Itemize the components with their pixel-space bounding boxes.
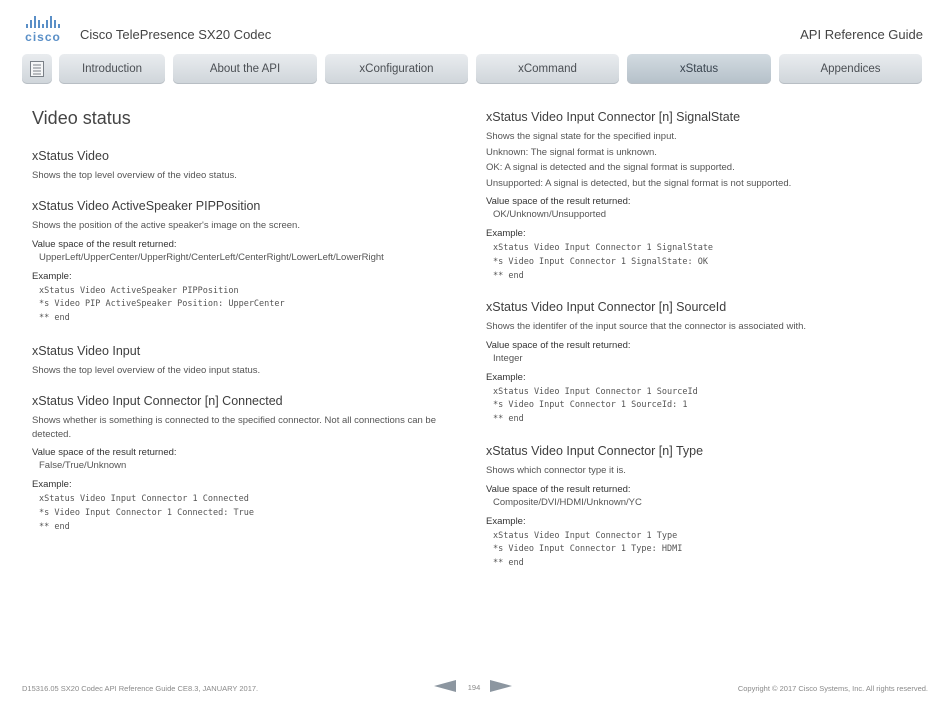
document-list-icon (30, 61, 44, 77)
value-space-value: UpperLeft/UpperCenter/UpperRight/CenterLeft/CenterRight/LowerLeft/LowerRight (39, 251, 384, 263)
example-code: xStatus Video Input Connector 1 Connected *s Video Input Connector 1 Connected: True ** end (39, 494, 254, 532)
section-description: Shows the top level overview of the video status. (32, 170, 237, 181)
section-title: xStatus Video Input Connector [n] SignalState (486, 110, 741, 124)
section-input-connector-signalstate (486, 110, 926, 283)
next-page-arrow-icon[interactable] (490, 680, 512, 692)
section-xstatus-video-input (32, 344, 452, 378)
example-label: Example: (32, 479, 72, 490)
section-title: xStatus Video ActiveSpeaker PIPPosition (32, 199, 261, 213)
value-space-label: Value space of the result returned: (486, 339, 631, 351)
tab-xstatus[interactable]: xStatus (627, 54, 771, 84)
value-space-label: Value space of the result returned: (32, 238, 177, 250)
product-name: Cisco TelePresence SX20 Codec (80, 27, 272, 42)
value-space-label: Value space of the result returned: (32, 447, 177, 458)
page-number: 194 (467, 683, 481, 692)
cisco-logo-bars (22, 16, 64, 28)
footer-document-id: D15316.05 SX20 Codec API Reference Guide CE8.3, JANUARY 2017. (22, 684, 259, 693)
value-space-label: Value space of the result returned: (486, 483, 631, 495)
section-xstatus-video (32, 149, 452, 183)
section-description: Shows the top level overview of the video input status. (32, 365, 261, 376)
cisco-logo (22, 16, 64, 42)
nav-tabs (0, 54, 950, 86)
tab-about-the-api[interactable]: About the API (173, 54, 317, 84)
section-description-line: Unsupported: A signal is detected, but the signal format is not supported. (486, 177, 792, 189)
example-code: xStatus Video Input Connector 1 Type *s Video Input Connector 1 Type: HDMI ** end (493, 530, 683, 569)
section-input-connector-sourceid (486, 300, 926, 427)
tab-introduction[interactable]: Introduction (59, 54, 165, 84)
section-description: Shows the position of the active speaker's image on the screen. (32, 220, 300, 231)
section-title: xStatus Video Input Connector [n] Type (486, 444, 704, 458)
section-input-connector-type (486, 444, 926, 571)
page-title: Video status (32, 108, 131, 128)
value-space-label: Value space of the result returned: (486, 196, 631, 207)
tab-xconfiguration[interactable]: xConfiguration (325, 54, 468, 84)
example-code: xStatus Video ActiveSpeaker PIPPosition *s Video PIP ActiveSpeaker Position: UpperCenter ** end (39, 285, 285, 324)
section-activespeaker-pipposition (32, 199, 452, 326)
footer-copyright: Copyright © 2017 Cisco Systems, Inc. All rights reserved. (737, 684, 928, 693)
contents-menu-button[interactable] (22, 54, 52, 84)
section-description: Shows the identifer of the input source that the connector is associated with. (486, 321, 807, 332)
section-description: Shows which connector type it is. (486, 465, 626, 476)
section-input-connector-connected (32, 394, 454, 534)
value-space-value: Composite/DVI/HDMI/Unknown/YC (493, 496, 642, 508)
section-title: xStatus Video Input Connector [n] Connected (32, 394, 283, 408)
example-label: Example: (486, 515, 526, 527)
section-title: xStatus Video (32, 149, 109, 163)
guide-title: API Reference Guide (800, 27, 923, 42)
value-space-value: False/True/Unknown (39, 460, 127, 471)
section-title: xStatus Video Input Connector [n] SourceId (486, 300, 727, 314)
value-space-value: OK/Unknown/Unsupported (493, 209, 607, 220)
tab-appendices[interactable]: Appendices (779, 54, 922, 84)
section-description-line: OK: A signal is detected and the signal format is supported. (486, 162, 735, 173)
page-header (0, 0, 950, 50)
example-code: xStatus Video Input Connector 1 SourceId *s Video Input Connector 1 SourceId: 1 ** end (493, 386, 698, 425)
section-title: xStatus Video Input (32, 344, 141, 358)
value-space-value: Integer (493, 352, 523, 364)
section-description: Shows whether is something is connected to the specified connector. Not all connections can be detected. (32, 415, 436, 440)
section-description-line: Unknown: The signal format is unknown. (486, 146, 657, 158)
tab-xcommand[interactable]: xCommand (476, 54, 619, 84)
example-label: Example: (486, 228, 526, 239)
example-code: xStatus Video Input Connector 1 SignalState *s Video Input Connector 1 SignalState: OK ** end (493, 243, 714, 281)
example-label: Example: (32, 270, 72, 282)
example-label: Example: (486, 371, 526, 383)
section-description-line: Shows the signal state for the specified input. (486, 131, 677, 142)
page-navigation (434, 680, 514, 696)
cisco-logo-text: cisco (25, 30, 61, 44)
prev-page-arrow-icon[interactable] (434, 680, 456, 692)
